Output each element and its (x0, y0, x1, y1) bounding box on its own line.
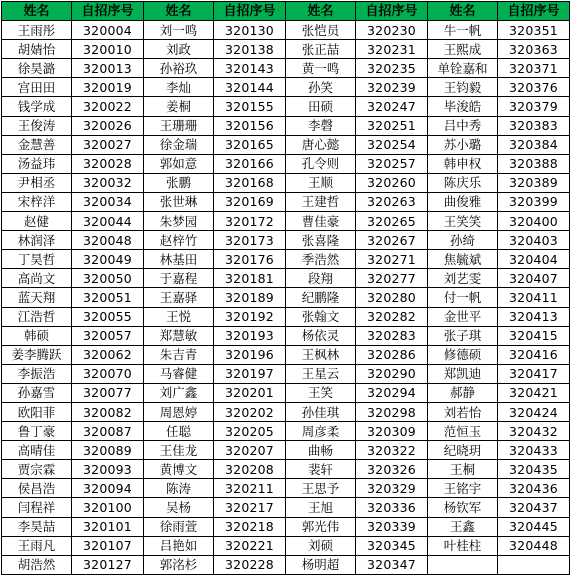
admission-number-cell: 320032 (72, 173, 144, 192)
student-name-cell: 曲俊雅 (428, 192, 498, 211)
admission-number-cell: 320197 (214, 364, 286, 383)
admission-number-cell: 320189 (214, 288, 286, 307)
admission-number-cell: 320155 (214, 97, 286, 116)
student-name-cell: 王旭 (286, 498, 356, 517)
admission-number-cell: 320339 (356, 517, 428, 536)
admission-number-cell: 320336 (356, 498, 428, 517)
student-name-cell: 丁昊哲 (2, 250, 72, 269)
student-name-cell: 焦毓斌 (428, 250, 498, 269)
student-name-cell: 韩申权 (428, 154, 498, 173)
table-row (2, 364, 570, 383)
admission-number-cell: 320384 (498, 135, 570, 154)
student-name-cell: 刘广鑫 (144, 383, 214, 402)
header-code: 自招序号 (356, 2, 428, 21)
admission-number-cell: 320347 (356, 555, 428, 574)
admission-number-cell: 320101 (72, 517, 144, 536)
table-row (2, 536, 570, 555)
admission-number-cell: 320127 (72, 555, 144, 574)
student-name-cell: 杨依灵 (286, 326, 356, 345)
student-name-cell: 刘政 (144, 40, 214, 59)
student-name-cell: 于嘉程 (144, 269, 214, 288)
table-row (2, 307, 570, 326)
header-name: 姓名 (2, 2, 72, 21)
student-name-cell: 林基田 (144, 250, 214, 269)
admission-number-cell: 320424 (498, 402, 570, 421)
student-name-cell: 林润泽 (2, 231, 72, 250)
student-name-cell: 姜李腾跃 (2, 345, 72, 364)
student-name-cell: 王雨凡 (2, 536, 72, 555)
student-name-cell: 马睿健 (144, 364, 214, 383)
admission-number-cell: 320437 (498, 498, 570, 517)
student-name-cell: 陈庆乐 (428, 173, 498, 192)
admission-number-cell: 320286 (356, 345, 428, 364)
admission-number-cell: 320282 (356, 307, 428, 326)
admission-number-cell: 320389 (498, 173, 570, 192)
admission-number-cell: 320415 (498, 326, 570, 345)
student-name-cell: 孙裕玖 (144, 59, 214, 78)
admission-number-cell: 320247 (356, 97, 428, 116)
admission-number-cell: 320228 (214, 555, 286, 574)
student-name-cell: 张喜隆 (286, 231, 356, 250)
admission-number-cell: 320019 (72, 78, 144, 97)
student-name-cell: 孙绮 (428, 231, 498, 250)
student-name-cell: 朱梦园 (144, 212, 214, 231)
student-name-cell: 高尚文 (2, 269, 72, 288)
student-name-cell: 单铨嘉和 (428, 59, 498, 78)
admission-number-cell: 320010 (72, 40, 144, 59)
student-name-cell: 王笑 (286, 383, 356, 402)
admission-number-cell: 320265 (356, 212, 428, 231)
admission-number-cell: 320166 (214, 154, 286, 173)
student-name-cell: 王珊珊 (144, 116, 214, 135)
admission-number-cell: 320026 (72, 116, 144, 135)
student-name-cell: 杨明超 (286, 555, 356, 574)
student-name-cell: 叶桂柱 (428, 536, 498, 555)
student-name-cell: 高晴佳 (2, 441, 72, 460)
student-name-cell: 金世平 (428, 307, 498, 326)
admission-number-cell: 320168 (214, 173, 286, 192)
admission-number-cell: 320432 (498, 422, 570, 441)
student-name-cell: 范恒玉 (428, 422, 498, 441)
table-row (2, 154, 570, 173)
admission-number-cell: 320267 (356, 231, 428, 250)
student-name-cell: 江浩哲 (2, 307, 72, 326)
student-name-cell: 黄一鸣 (286, 59, 356, 78)
admission-number-cell: 320351 (498, 21, 570, 40)
table-row (2, 40, 570, 59)
student-name-cell: 刘硕 (286, 536, 356, 555)
admission-number-cell: 320172 (214, 212, 286, 231)
table-row (2, 21, 570, 40)
admission-number-cell: 320176 (214, 250, 286, 269)
student-name-cell: 张恺员 (286, 21, 356, 40)
admission-number-cell: 320169 (214, 192, 286, 211)
admission-number-cell: 320433 (498, 441, 570, 460)
admission-number-cell: 320181 (214, 269, 286, 288)
table-row (2, 402, 570, 421)
admission-number-cell: 320089 (72, 441, 144, 460)
admission-number-cell: 320309 (356, 422, 428, 441)
student-name-cell: 张世琳 (144, 192, 214, 211)
admission-number-cell: 320130 (214, 21, 286, 40)
table-row (2, 479, 570, 498)
student-name-cell: 宋梓洋 (2, 192, 72, 211)
table-row (2, 345, 570, 364)
student-name-cell: 王俊涛 (2, 116, 72, 135)
student-name-cell: 郭如意 (144, 154, 214, 173)
admission-number-cell: 320263 (356, 192, 428, 211)
student-name-cell: 周恩婷 (144, 402, 214, 421)
table-row (2, 288, 570, 307)
student-name-cell: 赵健 (2, 212, 72, 231)
admission-number-cell: 320087 (72, 422, 144, 441)
admission-number-cell: 320322 (356, 441, 428, 460)
student-name-cell: 王钧毅 (428, 78, 498, 97)
student-name-cell: 修德硕 (428, 345, 498, 364)
table-row (2, 97, 570, 116)
admission-number-cell: 320221 (214, 536, 286, 555)
admission-number-cell: 320404 (498, 250, 570, 269)
admission-number-cell: 320363 (498, 40, 570, 59)
student-name-cell: 李昊喆 (2, 517, 72, 536)
admission-number-cell: 320235 (356, 59, 428, 78)
admission-number-cell: 320260 (356, 173, 428, 192)
student-name-cell: 周彦柔 (286, 422, 356, 441)
student-name-cell: 孙笑 (286, 78, 356, 97)
student-name-cell: 曹佳豪 (286, 212, 356, 231)
student-name-cell: 吕中秀 (428, 116, 498, 135)
student-name-cell: 曲畅 (286, 441, 356, 460)
student-name-cell: 王星云 (286, 364, 356, 383)
table-row (2, 517, 570, 536)
student-name-cell: 任聪 (144, 422, 214, 441)
admission-number-cell: 320230 (356, 21, 428, 40)
student-name-cell: 胡浩然 (2, 555, 72, 574)
student-name-cell: 孙嘉雪 (2, 383, 72, 402)
admission-number-cell: 320400 (498, 212, 570, 231)
student-name-cell: 闫程祥 (2, 498, 72, 517)
admission-number-cell: 320379 (498, 97, 570, 116)
admission-number-cell: 320298 (356, 402, 428, 421)
admission-number-cell: 320156 (214, 116, 286, 135)
admission-number-cell: 320107 (72, 536, 144, 555)
admission-number-cell: 320277 (356, 269, 428, 288)
student-name-cell: 鲁丁豪 (2, 422, 72, 441)
header-name: 姓名 (144, 2, 214, 21)
student-name-cell: 胡婧怡 (2, 40, 72, 59)
student-name-cell: 孙佳琪 (286, 402, 356, 421)
student-name-cell: 王鑫 (428, 517, 498, 536)
admission-number-cell: 320144 (214, 78, 286, 97)
table-row (2, 78, 570, 97)
table-row (2, 383, 570, 402)
admission-number-cell: 320202 (214, 402, 286, 421)
table-row (2, 192, 570, 211)
admission-number-cell: 320138 (214, 40, 286, 59)
admission-number-cell: 320371 (498, 59, 570, 78)
admission-number-cell: 320034 (72, 192, 144, 211)
admission-number-cell: 320383 (498, 116, 570, 135)
admission-number-cell: 320413 (498, 307, 570, 326)
header-code: 自招序号 (498, 2, 570, 21)
table-row (2, 250, 570, 269)
admission-number-cell: 320050 (72, 269, 144, 288)
admission-number-cell: 320448 (498, 536, 570, 555)
student-name-cell: 金慧善 (2, 135, 72, 154)
student-name-cell: 毕浚皓 (428, 97, 498, 116)
admission-number-cell: 320196 (214, 345, 286, 364)
admission-number-cell: 320290 (356, 364, 428, 383)
admission-number-cell: 320055 (72, 307, 144, 326)
student-name-cell: 尹相丞 (2, 173, 72, 192)
admission-number-cell: 320049 (72, 250, 144, 269)
table-row (2, 269, 570, 288)
student-name-cell: 张鹏 (144, 173, 214, 192)
admission-list-table (1, 1, 570, 575)
admission-number-cell: 320416 (498, 345, 570, 364)
table-row (2, 498, 570, 517)
student-name-cell: 侯昌浩 (2, 479, 72, 498)
student-name-cell: 李磬 (286, 116, 356, 135)
admission-number-cell: 320417 (498, 364, 570, 383)
student-name-cell: 苏小璐 (428, 135, 498, 154)
admission-number-cell: 320445 (498, 517, 570, 536)
admission-number-cell: 320257 (356, 154, 428, 173)
student-name-cell: 纪晓玥 (428, 441, 498, 460)
table-row (2, 212, 570, 231)
admission-number-cell: 320407 (498, 269, 570, 288)
student-name-cell: 姜桐 (144, 97, 214, 116)
admission-number-cell: 320211 (214, 479, 286, 498)
student-name-cell: 张正喆 (286, 40, 356, 59)
admission-number-cell: 320082 (72, 402, 144, 421)
student-name-cell: 钱学成 (2, 97, 72, 116)
admission-number-cell: 320329 (356, 479, 428, 498)
admission-number-cell: 320217 (214, 498, 286, 517)
table-row (2, 441, 570, 460)
student-name-cell: 韩硕 (2, 326, 72, 345)
student-name-cell: 王顺 (286, 173, 356, 192)
header-row (2, 2, 570, 21)
student-name-cell: 王熙成 (428, 40, 498, 59)
admission-number-cell: 320421 (498, 383, 570, 402)
admission-number-cell: 320239 (356, 78, 428, 97)
student-name-cell: 徐昊潞 (2, 59, 72, 78)
admission-number-cell: 320207 (214, 441, 286, 460)
admission-number-cell: 320283 (356, 326, 428, 345)
student-name-cell: 裴轩 (286, 460, 356, 479)
admission-number-cell: 320251 (356, 116, 428, 135)
table-row (2, 135, 570, 154)
student-name-cell: 王嘉驿 (144, 288, 214, 307)
student-name-cell: 郑慧敏 (144, 326, 214, 345)
student-name-cell: 王笑笑 (428, 212, 498, 231)
student-name-cell: 孔令则 (286, 154, 356, 173)
student-name-cell: 徐雨萱 (144, 517, 214, 536)
student-name-cell: 欧阳菲 (2, 402, 72, 421)
student-name-cell: 郑凯迪 (428, 364, 498, 383)
table-row (2, 422, 570, 441)
student-name-cell: 王思予 (286, 479, 356, 498)
student-name-cell: 付一帆 (428, 288, 498, 307)
admission-number-cell: 320051 (72, 288, 144, 307)
admission-number-cell: 320294 (356, 383, 428, 402)
admission-number-cell: 320436 (498, 479, 570, 498)
admission-number-cell: 320208 (214, 460, 286, 479)
admission-number-cell: 320388 (498, 154, 570, 173)
student-name-cell: 张翰文 (286, 307, 356, 326)
admission-number-cell: 320376 (498, 78, 570, 97)
student-name-cell: 郭洺杉 (144, 555, 214, 574)
table-row (2, 59, 570, 78)
student-name-cell: 汤益玮 (2, 154, 72, 173)
admission-number-cell: 320044 (72, 212, 144, 231)
header-name: 姓名 (428, 2, 498, 21)
admission-number-cell: 320093 (72, 460, 144, 479)
header-name: 姓名 (286, 2, 356, 21)
student-name-cell: 王佳龙 (144, 441, 214, 460)
student-name-cell: 郭光伟 (286, 517, 356, 536)
student-name-cell: 李灿 (144, 78, 214, 97)
table-row (2, 555, 570, 574)
student-name-cell: 王雨彤 (2, 21, 72, 40)
student-name-cell: 唐心懿 (286, 135, 356, 154)
admission-number-cell: 320165 (214, 135, 286, 154)
student-name-cell: 刘若怡 (428, 402, 498, 421)
admission-number-cell: 320411 (498, 288, 570, 307)
admission-number-cell: 320077 (72, 383, 144, 402)
student-name-cell: 贾宗霖 (2, 460, 72, 479)
student-name-cell: 李振浩 (2, 364, 72, 383)
student-name-cell: 王枫林 (286, 345, 356, 364)
admission-number-cell: 320254 (356, 135, 428, 154)
student-name-cell: 刘一鸣 (144, 21, 214, 40)
admission-number-cell: 320062 (72, 345, 144, 364)
admission-number-cell: 320048 (72, 231, 144, 250)
admission-number-cell: 320403 (498, 231, 570, 250)
table-row (2, 116, 570, 135)
admission-number-cell: 320205 (214, 422, 286, 441)
student-name-cell: 牛一帆 (428, 21, 498, 40)
student-name-cell: 吕艳如 (144, 536, 214, 555)
admission-number-cell: 320326 (356, 460, 428, 479)
student-name-cell: 徐金瑞 (144, 135, 214, 154)
admission-number-cell: 320100 (72, 498, 144, 517)
admission-number-cell: 320004 (72, 21, 144, 40)
student-name-cell: 吴杨 (144, 498, 214, 517)
admission-number-cell: 320173 (214, 231, 286, 250)
admission-number-cell: 320193 (214, 326, 286, 345)
admission-number-cell: 320013 (72, 59, 144, 78)
admission-number-cell: 320143 (214, 59, 286, 78)
admission-number-cell: 320028 (72, 154, 144, 173)
student-name-cell: 纪鹏隆 (286, 288, 356, 307)
student-name-cell: 赵梓竹 (144, 231, 214, 250)
student-name-cell: 陈涛 (144, 479, 214, 498)
student-name-cell: 朱吉青 (144, 345, 214, 364)
student-name-cell: 王悦 (144, 307, 214, 326)
admission-number-cell: 320070 (72, 364, 144, 383)
student-name-cell (428, 555, 498, 574)
admission-number-cell: 320094 (72, 479, 144, 498)
student-name-cell: 杨钦军 (428, 498, 498, 517)
admission-number-cell: 320280 (356, 288, 428, 307)
admission-number-cell: 320399 (498, 192, 570, 211)
student-name-cell: 王建哲 (286, 192, 356, 211)
student-name-cell: 黄博文 (144, 460, 214, 479)
admission-number-cell: 320201 (214, 383, 286, 402)
admission-number-cell (498, 555, 570, 574)
admission-number-cell: 320271 (356, 250, 428, 269)
header-code: 自招序号 (72, 2, 144, 21)
student-name-cell: 王铭宇 (428, 479, 498, 498)
table-row (2, 231, 570, 250)
table-row (2, 326, 570, 345)
student-name-cell: 宫田田 (2, 78, 72, 97)
admission-number-cell: 320231 (356, 40, 428, 59)
admission-number-cell: 320027 (72, 135, 144, 154)
admission-number-cell: 320345 (356, 536, 428, 555)
admission-number-cell: 320022 (72, 97, 144, 116)
admission-number-cell: 320192 (214, 307, 286, 326)
student-name-cell: 刘艺雯 (428, 269, 498, 288)
student-name-cell: 蓝天翔 (2, 288, 72, 307)
student-name-cell: 王桐 (428, 460, 498, 479)
admission-number-cell: 320057 (72, 326, 144, 345)
student-name-cell: 张子琪 (428, 326, 498, 345)
admission-number-cell: 320218 (214, 517, 286, 536)
table-body (2, 21, 570, 575)
student-name-cell: 田硕 (286, 97, 356, 116)
header-code: 自招序号 (214, 2, 286, 21)
table-row (2, 460, 570, 479)
student-name-cell: 郝静 (428, 383, 498, 402)
student-name-cell: 季浩然 (286, 250, 356, 269)
student-name-cell: 段翔 (286, 269, 356, 288)
admission-number-cell: 320435 (498, 460, 570, 479)
table-row (2, 173, 570, 192)
